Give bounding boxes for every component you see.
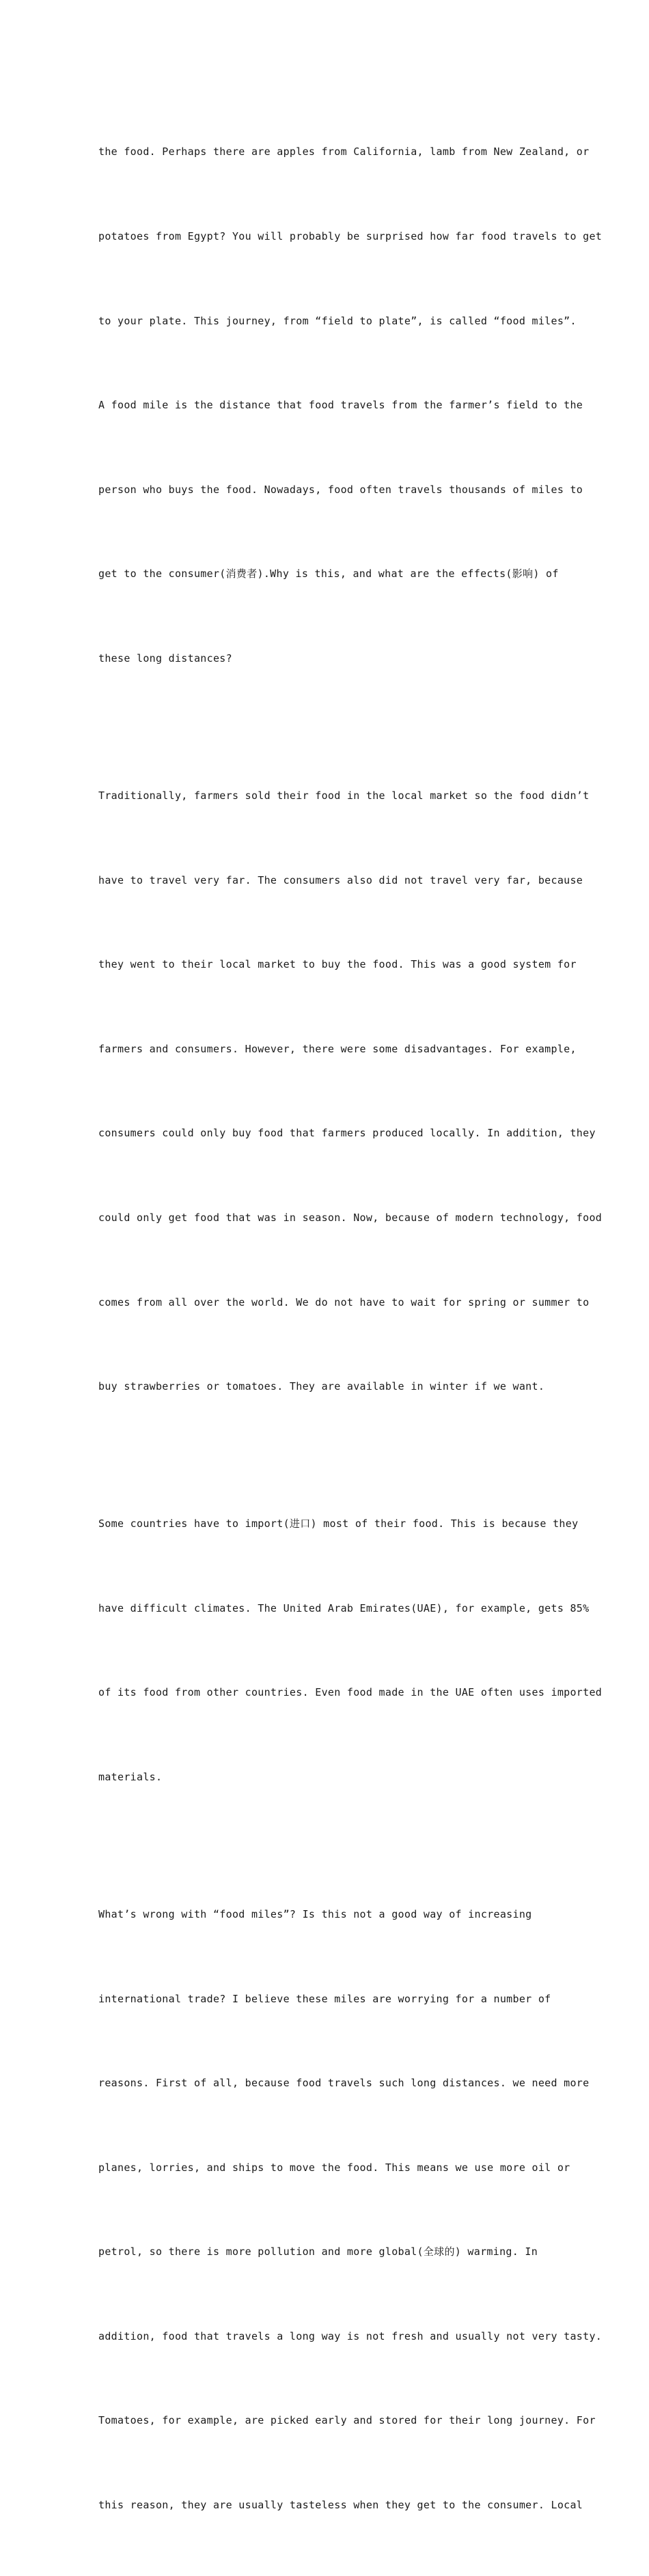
text-line: potatoes from Egypt? You will probably be surprised how far food travels to get [98, 230, 603, 242]
text-line: these long distances? [98, 652, 232, 664]
text-line: of its food from other countries. Even food made in the UAE often uses imported [98, 1686, 603, 1699]
text-line: have difficult climates. The United Arab Emirates(UAE), for example, gets 85% [98, 1601, 590, 1614]
text-line: petrol, so there is more pollution and more global(全球的) warming. In [98, 2245, 538, 2258]
text-line: could only get food that was in season. Now, because of modern technology, food [98, 1211, 603, 1224]
text-line: planes, lorries, and ships to move the food. This means we use more oil or [98, 2161, 570, 2174]
text-line: international trade? I believe these miles are worrying for a number of [98, 1992, 551, 2005]
text-line: person who buys the food. Nowadays, food often travels thousands of miles to [98, 483, 583, 496]
text-line: addition, food that travels a long way is not fresh and usually not very tasty. [98, 2329, 603, 2342]
text-line: this reason, they are usually tasteless when they get to the consumer. Local [98, 2499, 583, 2512]
paragraph-food-miles-intro [98, 82, 603, 729]
text-line: buy strawberries or tomatoes. They are available in winter if we want. [98, 1380, 545, 1393]
text-line: farmers and consumers. However, there were some disadvantages. For example, [98, 1042, 577, 1055]
text-line: consumers could only buy food that farmers produced locally. In addition, they [98, 1127, 596, 1140]
paragraph-imports [98, 1454, 603, 1848]
text-line: comes from all over the world. We do not have to wait for spring or summer to [98, 1296, 590, 1308]
text-line: What’s wrong with “food miles”? Is this not a good way of increasing [98, 1907, 532, 1920]
text-line: Traditionally, farmers sold their food in the local market so the food didn’t [98, 789, 590, 802]
text-line: reasons. First of all, because food travels such long distances. we need more [98, 2077, 590, 2090]
paragraph-whats-wrong [98, 1845, 603, 2576]
text-line: have to travel very far. The consumers also did not travel very far, because [98, 873, 583, 886]
paragraph-traditional-markets [98, 726, 603, 1457]
text-line: they went to their local market to buy the food. This was a good system for [98, 958, 577, 971]
text-line: get to the consumer(消费者).Why is this, and what are the effects(影响) of [98, 568, 559, 580]
text-line: to your plate. This journey, from “field to plate”, is called “food miles”. [98, 314, 577, 327]
text-line: Tomatoes, for example, are picked early and stored for their long journey. For [98, 2414, 596, 2427]
text-line: materials. [98, 1770, 163, 1783]
text-line: the food. Perhaps there are apples from California, lamb from New Zealand, or [98, 145, 590, 158]
text-line: A food mile is the distance that food travels from the farmer’s field to the [98, 399, 583, 412]
document-page [98, 82, 603, 2576]
text-line: Some countries have to import(进口) most of their food. This is because they [98, 1517, 579, 1530]
